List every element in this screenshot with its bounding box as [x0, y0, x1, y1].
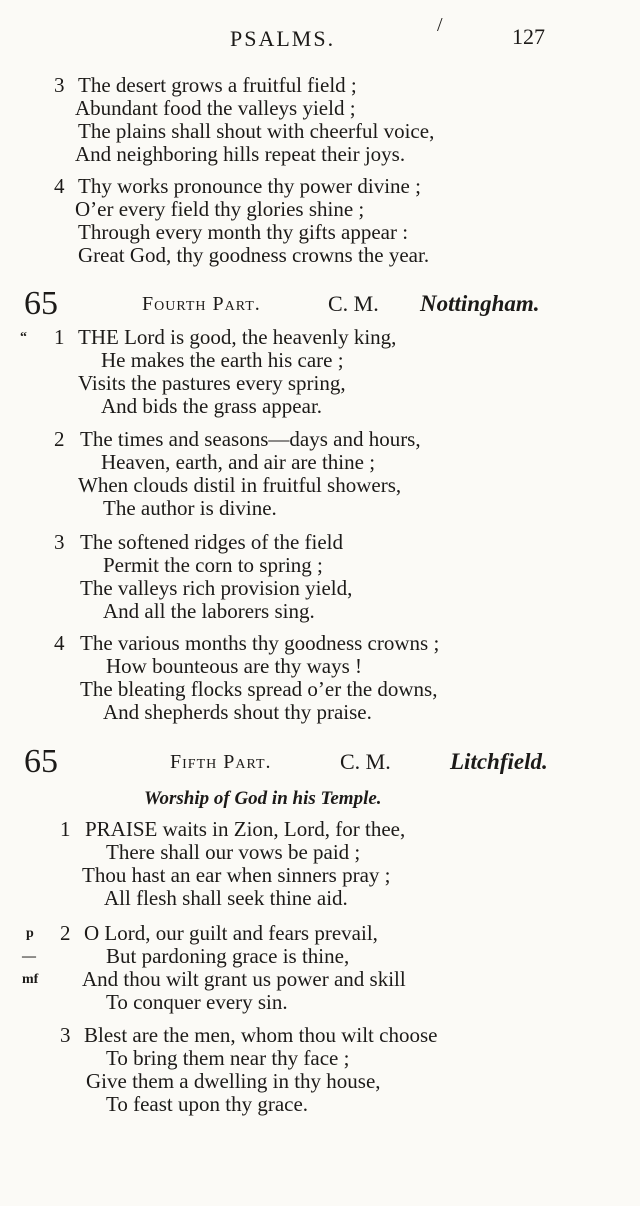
verse-line: Permit the corn to spring ; — [103, 553, 323, 577]
hymn-heading — [0, 284, 640, 324]
tune-name: Litchfield. — [450, 749, 548, 774]
verse-line: The desert grows a fruitful field ; — [78, 73, 357, 97]
verse-line: Heaven, earth, and air are thine ; — [101, 450, 376, 474]
verse-line: Give them a dwelling in thy house, — [86, 1069, 381, 1093]
stanza-number: 2 — [60, 921, 71, 945]
verse-line: Visits the pastures every spring, — [78, 371, 346, 395]
verse-line: Thou hast an ear when sinners pray ; — [82, 863, 391, 887]
tune-name: Nottingham. — [420, 291, 540, 316]
margin-mark: / — [437, 14, 443, 36]
verse-line: But pardoning grace is thine, — [106, 944, 350, 968]
verse-line: All flesh shall seek thine aid. — [104, 886, 348, 910]
verse-line: To bring them near thy face ; — [106, 1046, 350, 1070]
verse-line: THE Lord is good, the heavenly king, — [78, 325, 397, 349]
hymn-number: 65 — [24, 285, 58, 322]
stanza-number: 3 — [54, 530, 65, 554]
part-title: Fifth Part. — [170, 751, 272, 773]
stanza-number: 1 — [60, 817, 71, 841]
verse-line: Thy works pronounce thy power divine ; — [78, 174, 421, 198]
stanza-number: 4 — [54, 631, 65, 655]
running-title: PSALMS. — [230, 26, 336, 51]
verse-line: The plains shall shout with cheerful voice, — [78, 119, 435, 143]
verse-line: The valleys rich provision yield, — [80, 576, 353, 600]
stanza-number: 4 — [54, 174, 65, 198]
meter: C. M. — [340, 749, 391, 774]
verse-line: Blest are the men, whom thou wilt choose — [84, 1023, 438, 1047]
verse-line: O’er every field thy glories shine ; — [75, 197, 365, 221]
verse-line: When clouds distil in fruitful showers, — [78, 473, 402, 497]
verse-line: And bids the grass appear. — [101, 394, 323, 418]
verse-line: The author is divine. — [103, 496, 277, 520]
verse-line: The bleating flocks spread o’er the downs, — [80, 677, 438, 701]
verse-line: Abundant food the valleys yield ; — [75, 96, 356, 120]
verse-line: The various months thy goodness crowns ; — [80, 631, 440, 655]
verse-line: And neighboring hills repeat their joys. — [75, 142, 406, 166]
verse-line: Great God, thy goodness crowns the year. — [78, 243, 430, 267]
verse-line: There shall our vows be paid ; — [106, 840, 361, 864]
stanza-number: 2 — [54, 427, 65, 451]
dynamics-mark: p — [26, 926, 34, 941]
hymn-heading — [0, 742, 640, 782]
verse-line: The softened ridges of the field — [80, 530, 343, 554]
verse-line: The times and seasons—days and hours, — [80, 427, 421, 451]
stanza-number: 1 — [54, 325, 65, 349]
dynamics-mark: — — [22, 949, 36, 964]
stanza-number: 3 — [60, 1023, 71, 1047]
dynamics-mark: “ — [20, 330, 27, 345]
verse-line: He makes the earth his care ; — [101, 348, 344, 372]
verse-line: PRAISE waits in Zion, Lord, for thee, — [85, 817, 406, 841]
verse-line: How bounteous are thy ways ! — [106, 654, 363, 678]
meter: C. M. — [328, 291, 379, 316]
running-head — [0, 14, 640, 52]
verse-line: To conquer every sin. — [106, 990, 288, 1014]
verse-line: Through every month thy gifts appear : — [78, 220, 409, 244]
dynamics-mark: mf — [22, 972, 39, 987]
verse-line: And thou wilt grant us power and skill — [82, 967, 406, 991]
stanza-number: 3 — [54, 73, 65, 97]
hymn-number: 65 — [24, 743, 58, 780]
part-title: Fourth Part. — [142, 293, 261, 315]
hymn-subtitle: Worship of God in his Temple. — [144, 788, 382, 809]
page-number: 127 — [512, 24, 545, 49]
verse-line: And shepherds shout thy praise. — [103, 700, 372, 724]
verse-line: O Lord, our guilt and fears prevail, — [84, 921, 378, 945]
verse-line: To feast upon thy grace. — [106, 1092, 309, 1116]
verse-line: And all the laborers sing. — [103, 599, 315, 623]
